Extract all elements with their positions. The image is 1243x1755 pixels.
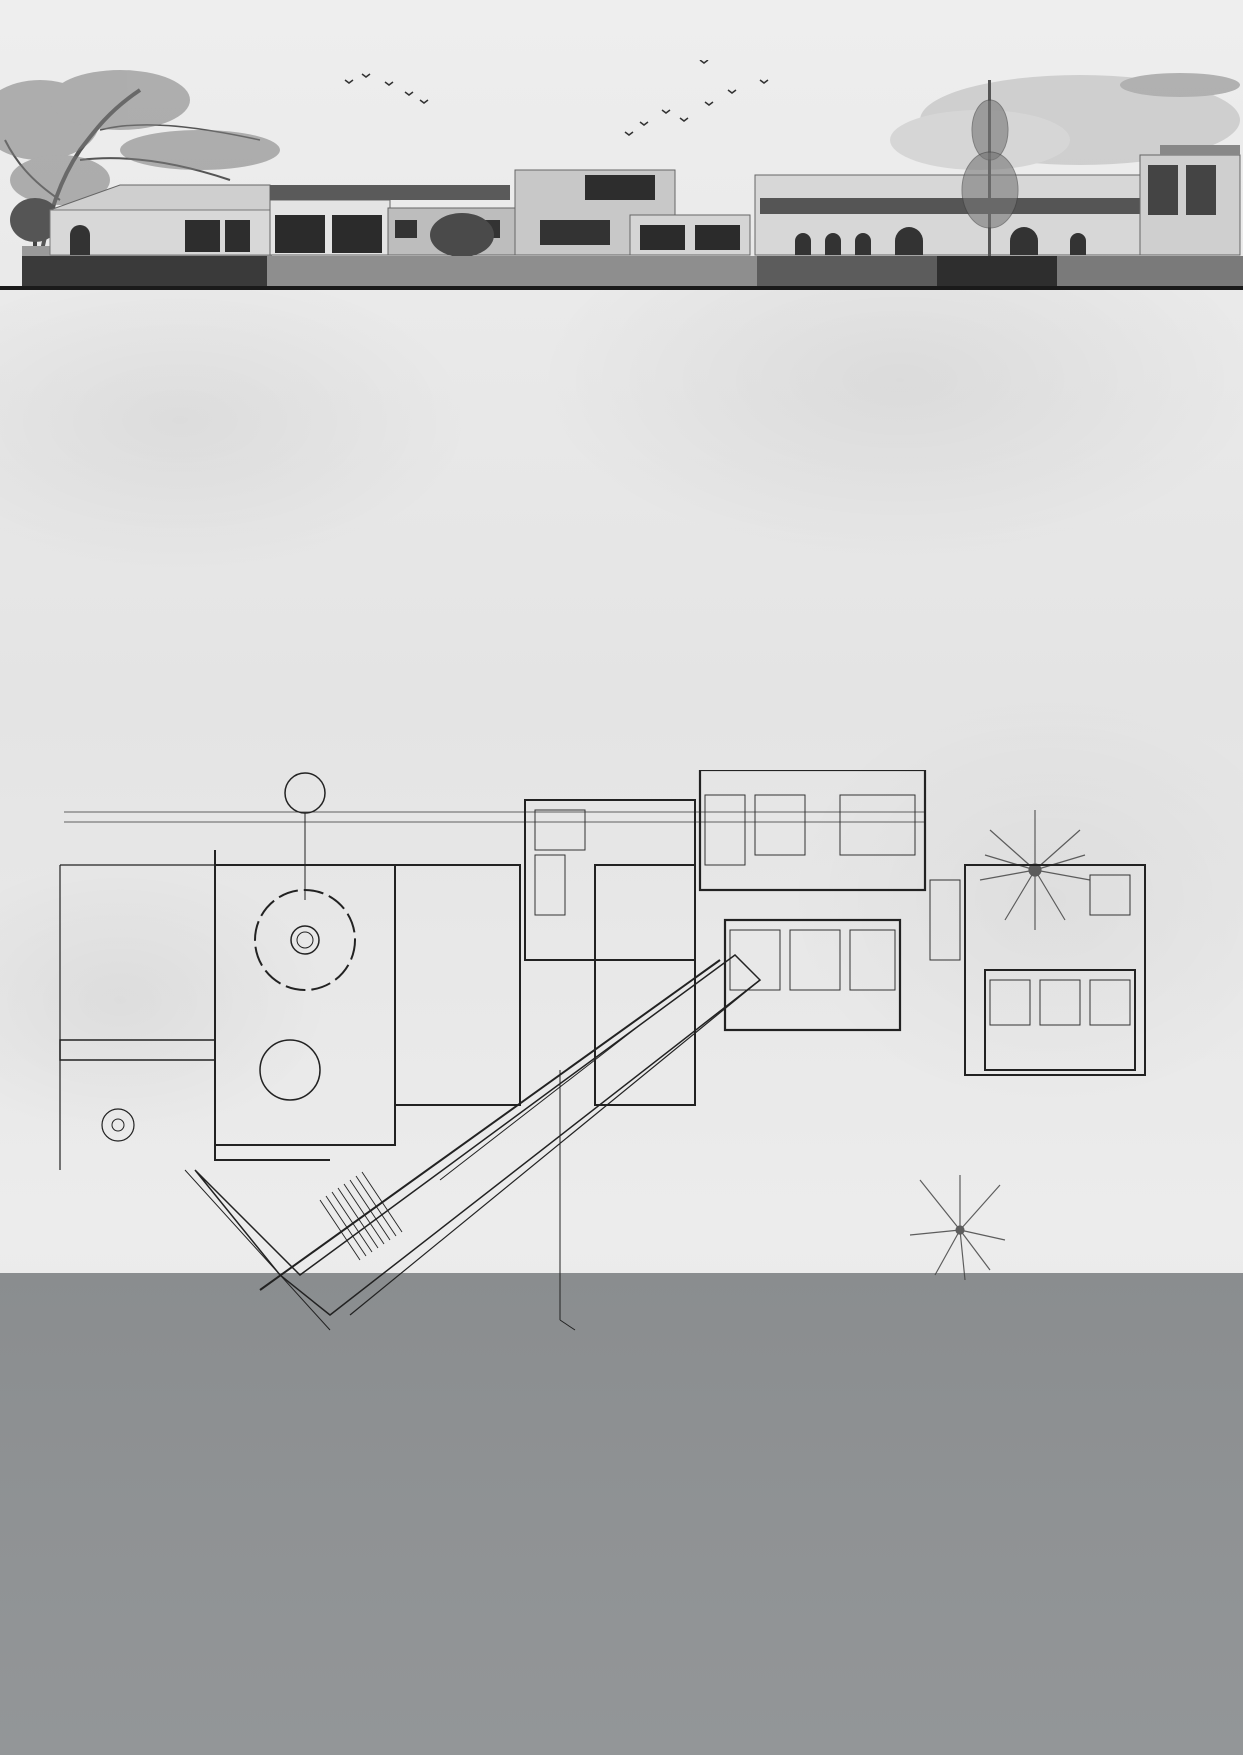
diagonal-wing [185, 955, 760, 1330]
birds [345, 60, 768, 135]
plan-rooms-detail [535, 795, 1130, 1025]
facade-building-mid [270, 170, 750, 255]
plan-walls [60, 770, 1145, 1170]
dimension-line-top [64, 812, 925, 822]
auditorium-seating [320, 1172, 402, 1260]
circular-stair [102, 1040, 320, 1141]
main-facade-drawing [0, 60, 1243, 325]
ground-floor-plan [0, 770, 1243, 1490]
byzantine-rotonda [255, 773, 355, 990]
